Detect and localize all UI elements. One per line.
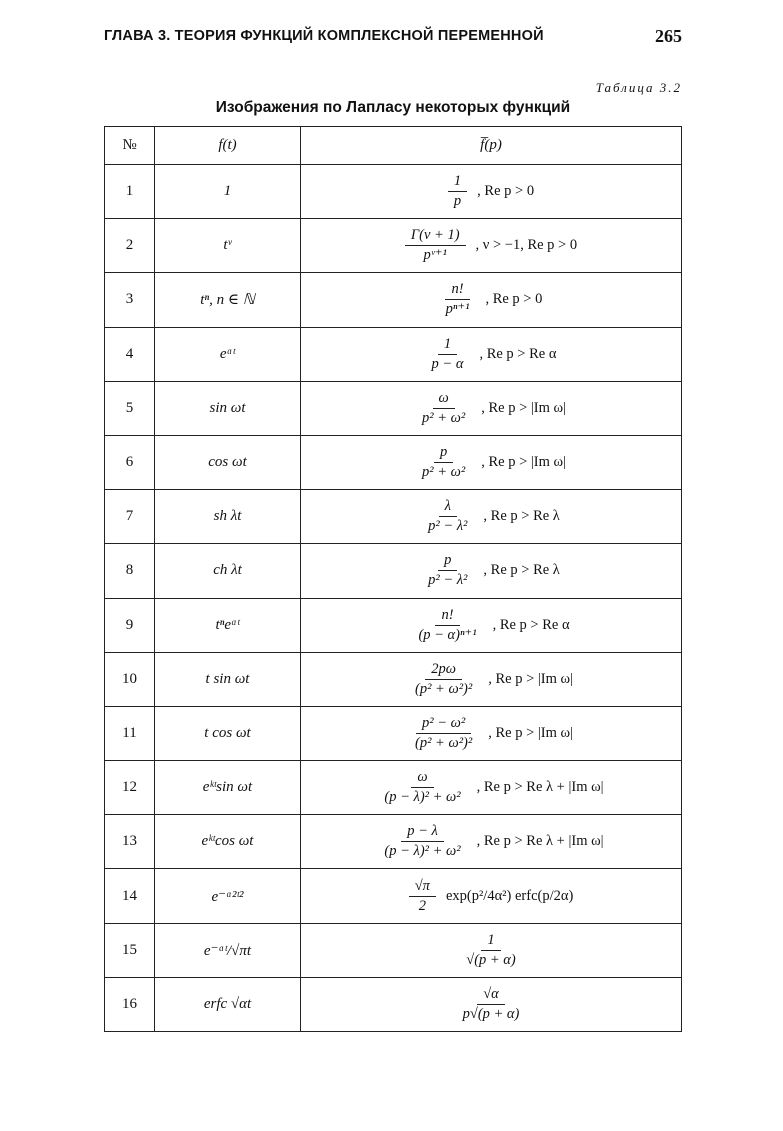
laplace-image (301, 652, 682, 706)
image-expression (405, 227, 577, 264)
image-expression (422, 498, 560, 535)
row-number: 13 (105, 815, 155, 869)
denominator: p (453, 193, 462, 210)
row-number: 3 (105, 273, 155, 327)
laplace-image (301, 327, 682, 381)
fraction (409, 878, 436, 915)
laplace-image (301, 544, 682, 598)
fraction (409, 715, 478, 752)
laplace-image (301, 435, 682, 489)
table-title: Изображения по Лапласу некоторых функций (215, 99, 571, 116)
denominator: 2 (418, 897, 426, 914)
table-row (105, 923, 682, 977)
laplace-image (301, 219, 682, 273)
fraction (457, 986, 526, 1023)
original-function: cos ωt (155, 435, 301, 489)
image-expression (440, 281, 543, 318)
row-number: 10 (105, 652, 155, 706)
chapter-title: ГЛАВА 3. ТЕОРИЯ ФУНКЦИЙ КОМПЛЕКСНОЙ ПЕРЕМЕННОЙ (104, 28, 544, 44)
laplace-image (301, 273, 682, 327)
numerator: 2pω (425, 661, 462, 680)
table-number: Таблица 3.2 (595, 80, 682, 95)
condition: , Re p > Re λ (483, 562, 560, 579)
fraction (422, 552, 473, 589)
original-function: eᵏᵗsin ωt (155, 761, 301, 815)
table-row (105, 381, 682, 435)
original-function: tᵛ (155, 219, 301, 273)
image-expression (412, 607, 569, 644)
image-expression (409, 715, 573, 752)
image-expression (457, 986, 526, 1023)
denominator: p² − λ² (428, 572, 468, 589)
table-row (105, 544, 682, 598)
condition: , Re p > Re λ + |Im ω| (476, 779, 604, 796)
denominator: pᵛ⁺¹ (423, 247, 447, 264)
denominator: (p − α)ⁿ⁺¹ (418, 626, 477, 643)
row-number: 9 (105, 598, 155, 652)
numerator: 1 (438, 336, 457, 355)
page-header (104, 26, 682, 50)
table-row (105, 598, 682, 652)
row-number: 15 (105, 923, 155, 977)
fraction (460, 932, 522, 969)
image-expression (378, 769, 603, 806)
original-function: t cos ωt (155, 706, 301, 760)
numerator: √α (477, 986, 505, 1005)
laplace-image (301, 869, 682, 923)
condition: , Re p > Re λ + |Im ω| (476, 833, 604, 850)
table-header-row (105, 127, 682, 165)
image-expression (416, 444, 566, 481)
condition: exp(p²/4α²) erfc(p/2α) (445, 887, 574, 904)
fraction (426, 336, 470, 373)
row-number: 16 (105, 977, 155, 1031)
condition: , Re p > |Im ω| (481, 454, 566, 471)
numerator: p (438, 552, 457, 571)
fraction (448, 173, 467, 210)
numerator: 1 (481, 932, 500, 951)
table-row (105, 219, 682, 273)
denominator: p² + ω² (422, 464, 466, 481)
row-number: 2 (105, 219, 155, 273)
col-header-number: № (105, 127, 155, 165)
image-expression (460, 932, 522, 969)
numerator: p − λ (401, 823, 444, 842)
condition: , Re p > |Im ω| (488, 670, 573, 687)
fraction (416, 390, 471, 427)
numerator: Γ(ν + 1) (405, 227, 466, 246)
numerator: 1 (448, 173, 467, 192)
laplace-image (301, 490, 682, 544)
col-header-original: f(t) (155, 127, 301, 165)
denominator: (p − λ)² + ω² (384, 843, 461, 860)
denominator: √(p + α) (466, 951, 516, 968)
original-function: erfc √αt (155, 977, 301, 1031)
numerator: n! (445, 281, 469, 300)
laplace-image (301, 761, 682, 815)
denominator: (p² + ω²)² (415, 734, 473, 751)
denominator: p² + ω² (422, 409, 466, 426)
condition: , Re p > Re α (479, 345, 557, 362)
original-function: eᵅᵗ (155, 327, 301, 381)
original-function: tⁿeᵅᵗ (155, 598, 301, 652)
original-function: e⁻ᵅᵗ/√πt (155, 923, 301, 977)
row-number: 7 (105, 490, 155, 544)
row-number: 4 (105, 327, 155, 381)
original-function: sin ωt (155, 381, 301, 435)
fraction (422, 498, 473, 535)
table-row (105, 435, 682, 489)
table-row (105, 706, 682, 760)
condition: , Re p > |Im ω| (488, 724, 573, 741)
image-expression (416, 390, 566, 427)
fraction (378, 769, 466, 806)
original-function: e⁻ᵅ²ᵗ² (155, 869, 301, 923)
col-header-image: f̅(p) (301, 127, 682, 165)
row-number: 5 (105, 381, 155, 435)
image-expression (378, 823, 603, 860)
original-function: sh λt (155, 490, 301, 544)
fraction (416, 444, 471, 481)
laplace-table (104, 126, 682, 1032)
denominator: pⁿ⁺¹ (445, 301, 470, 318)
denominator: (p² + ω²)² (415, 680, 473, 697)
image-expression (409, 878, 574, 915)
fraction (405, 227, 466, 264)
laplace-image (301, 706, 682, 760)
condition: , Re p > 0 (485, 291, 543, 308)
row-number: 12 (105, 761, 155, 815)
page-number: 265 (655, 26, 682, 46)
row-number: 6 (105, 435, 155, 489)
condition: , Re p > Re λ (483, 508, 560, 525)
laplace-image (301, 165, 682, 219)
original-function: t sin ωt (155, 652, 301, 706)
image-expression (409, 661, 573, 698)
numerator: √π (409, 878, 436, 897)
table-row (105, 815, 682, 869)
denominator: p − α (431, 355, 464, 372)
table-row (105, 273, 682, 327)
original-function: eᵏᵗcos ωt (155, 815, 301, 869)
denominator: p² − λ² (428, 518, 468, 535)
laplace-image (301, 815, 682, 869)
fraction (412, 607, 482, 644)
image-expression (426, 336, 557, 373)
laplace-image (301, 977, 682, 1031)
numerator: n! (435, 607, 459, 626)
fraction (440, 281, 476, 318)
numerator: ω (433, 390, 455, 409)
image-expression (422, 552, 560, 589)
condition: , ν > −1, Re p > 0 (475, 237, 578, 254)
condition: , Re p > |Im ω| (481, 399, 566, 416)
table-row (105, 652, 682, 706)
numerator: λ (439, 498, 457, 517)
row-number: 8 (105, 544, 155, 598)
denominator: p√(p + α) (462, 1005, 520, 1022)
original-function: 1 (155, 165, 301, 219)
numerator: p (434, 444, 453, 463)
laplace-image (301, 923, 682, 977)
numerator: p² − ω² (416, 715, 471, 734)
table-row (105, 869, 682, 923)
row-number: 1 (105, 165, 155, 219)
table-row (105, 165, 682, 219)
laplace-image (301, 381, 682, 435)
original-function: ch λt (155, 544, 301, 598)
table-row (105, 977, 682, 1031)
fraction (409, 661, 478, 698)
table-row (105, 490, 682, 544)
row-number: 14 (105, 869, 155, 923)
laplace-image (301, 598, 682, 652)
numerator: ω (411, 769, 433, 788)
denominator: (p − λ)² + ω² (384, 789, 461, 806)
row-number: 11 (105, 706, 155, 760)
table-row (105, 761, 682, 815)
table-row (105, 327, 682, 381)
condition: , Re p > Re α (492, 616, 570, 633)
image-expression (448, 173, 534, 210)
condition: , Re p > 0 (477, 183, 535, 200)
fraction (378, 823, 466, 860)
original-function: tⁿ, n ∈ ℕ (155, 273, 301, 327)
